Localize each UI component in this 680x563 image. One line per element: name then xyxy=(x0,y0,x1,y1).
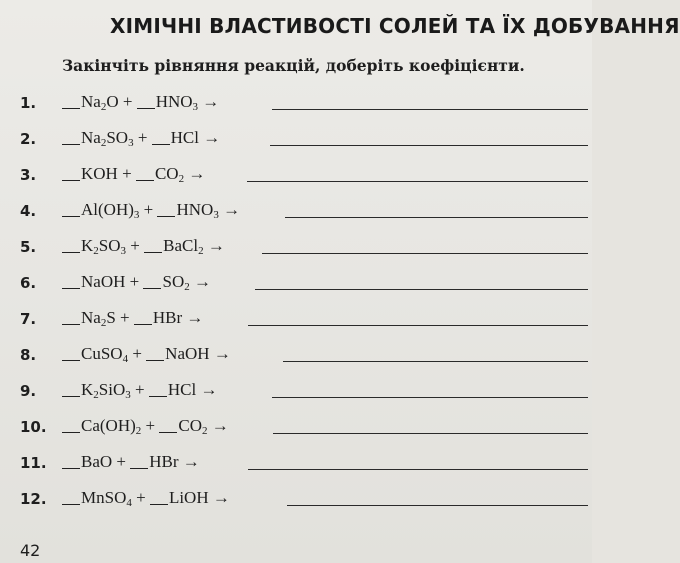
equation-row xyxy=(0,380,592,410)
formula-text: LiOH xyxy=(168,488,209,507)
page-title: ХІМІЧНІ ВЛАСТИВОСТІ СОЛЕЙ ТА ЇХ ДОБУВАННЯ xyxy=(110,14,680,38)
formula xyxy=(81,128,134,147)
formula xyxy=(165,344,209,363)
coefficient-blank[interactable] xyxy=(62,200,80,217)
formula xyxy=(169,488,209,507)
equation-row xyxy=(0,488,592,518)
equation-text xyxy=(62,416,229,437)
plus-sign: + xyxy=(133,128,152,147)
reaction-arrow: → xyxy=(178,452,200,471)
formula-subscript: 2 xyxy=(198,245,204,257)
equation-text xyxy=(62,164,205,185)
coefficient-blank[interactable] xyxy=(157,200,175,217)
formula-text: Na xyxy=(81,128,101,147)
formula-subscript: 2 xyxy=(93,389,99,401)
formula xyxy=(163,236,203,255)
coefficient-blank[interactable] xyxy=(136,164,154,181)
equation-text xyxy=(62,452,200,472)
coefficient-blank[interactable] xyxy=(62,488,80,505)
plus-sign: + xyxy=(131,488,150,507)
answer-line[interactable] xyxy=(283,361,588,362)
equation-number: 11. xyxy=(20,454,47,472)
answer-line[interactable] xyxy=(272,397,588,398)
formula-text: O xyxy=(106,92,119,111)
formula-text: SO xyxy=(98,236,121,255)
formula-text: SiO xyxy=(98,380,126,399)
equation-row xyxy=(0,92,592,122)
coefficient-blank[interactable] xyxy=(62,164,80,181)
equation-text xyxy=(62,488,230,509)
coefficient-blank[interactable] xyxy=(146,344,164,361)
plus-sign: + xyxy=(118,92,137,111)
formula-text: BaO xyxy=(81,452,113,471)
formula-subscript: 2 xyxy=(93,245,99,257)
formula-subscript: 3 xyxy=(213,209,219,221)
reaction-arrow: → xyxy=(182,308,204,327)
coefficient-blank[interactable] xyxy=(143,272,161,289)
equation-row xyxy=(0,344,592,374)
formula-subscript: 4 xyxy=(126,497,132,509)
equation-text xyxy=(62,92,219,113)
formula-text: SO xyxy=(106,128,129,147)
formula-subscript: 3 xyxy=(133,209,140,221)
formula-subscript: 4 xyxy=(122,353,129,365)
formula xyxy=(81,200,139,219)
equation-number: 4. xyxy=(20,202,37,220)
coefficient-blank[interactable] xyxy=(150,488,168,505)
coefficient-blank[interactable] xyxy=(149,380,167,397)
coefficient-blank[interactable] xyxy=(62,416,80,433)
coefficient-blank[interactable] xyxy=(144,236,162,253)
coefficient-blank[interactable] xyxy=(159,416,177,433)
formula-text: Na xyxy=(81,92,101,111)
equation-row xyxy=(0,236,592,266)
reaction-arrow: → xyxy=(218,200,241,219)
formula-text: HBr xyxy=(149,452,179,471)
equation-number: 7. xyxy=(20,310,37,328)
coefficient-blank[interactable] xyxy=(134,308,152,325)
formula-text: SO xyxy=(162,272,185,291)
plus-sign: + xyxy=(126,236,145,255)
coefficient-blank[interactable] xyxy=(62,272,80,289)
reaction-arrow: → xyxy=(184,164,206,183)
formula-text: Ca(OH) xyxy=(81,416,136,435)
equation-text xyxy=(62,308,203,329)
equation-number: 5. xyxy=(20,238,37,256)
formula-text: BaCl xyxy=(163,236,199,255)
reaction-arrow: → xyxy=(209,344,231,363)
instruction-text: Закінчіть рівняння реакцій, доберіть коефіцієнти. xyxy=(62,56,525,75)
formula-text: CO xyxy=(154,164,179,183)
coefficient-blank[interactable] xyxy=(130,452,148,469)
equation-text xyxy=(62,128,220,149)
answer-line[interactable] xyxy=(272,109,588,110)
equation-row xyxy=(0,308,592,338)
formula-text: NaOH xyxy=(81,272,126,291)
answer-line[interactable] xyxy=(247,181,588,182)
equation-text xyxy=(62,200,240,221)
page-number: 42 xyxy=(20,541,41,560)
formula xyxy=(81,164,118,183)
answer-line[interactable] xyxy=(287,505,588,506)
equation-number: 1. xyxy=(20,94,37,112)
equation-text xyxy=(62,344,231,365)
formula xyxy=(81,416,141,435)
formula xyxy=(81,92,119,111)
formula-text: K xyxy=(81,380,94,399)
formula-subscript: 2 xyxy=(100,317,107,329)
formula-text: HBr xyxy=(152,308,183,327)
reaction-arrow: → xyxy=(196,380,218,399)
formula xyxy=(178,416,207,435)
formula-text: NaOH xyxy=(165,344,210,363)
formula xyxy=(156,92,198,111)
reaction-arrow: → xyxy=(199,128,221,147)
formula-subscript: 2 xyxy=(135,425,142,437)
plus-sign: + xyxy=(128,344,147,363)
equation-text xyxy=(62,236,225,257)
equation-number: 6. xyxy=(20,274,37,292)
equation-number: 2. xyxy=(20,130,37,148)
coefficient-blank[interactable] xyxy=(62,92,80,109)
formula-subscript: 3 xyxy=(192,101,199,113)
formula xyxy=(149,452,178,471)
formula xyxy=(81,380,131,399)
formula xyxy=(171,128,199,147)
formula xyxy=(81,452,112,471)
reaction-arrow: → xyxy=(189,272,211,291)
formula-text: HCl xyxy=(167,380,197,399)
coefficient-blank[interactable] xyxy=(62,452,80,469)
formula xyxy=(81,488,132,507)
equation-number: 12. xyxy=(20,490,47,508)
equation-text xyxy=(62,380,217,401)
answer-line[interactable] xyxy=(285,217,588,218)
coefficient-blank[interactable] xyxy=(62,128,80,145)
formula-subscript: 2 xyxy=(100,137,107,149)
formula xyxy=(155,164,184,183)
equation-number: 3. xyxy=(20,166,37,184)
coefficient-blank[interactable] xyxy=(62,380,80,397)
answer-line[interactable] xyxy=(262,253,588,254)
formula-text: K xyxy=(81,236,94,255)
formula-text: CuSO xyxy=(81,344,123,363)
formula xyxy=(153,308,182,327)
formula xyxy=(81,272,125,291)
formula xyxy=(81,344,128,363)
formula-subscript: 3 xyxy=(128,137,134,149)
equation-number: 9. xyxy=(20,382,37,400)
formula xyxy=(168,380,196,399)
equation-number: 10. xyxy=(20,418,47,436)
equation-row xyxy=(0,200,592,230)
coefficient-blank[interactable] xyxy=(152,128,170,145)
equation-text xyxy=(62,272,211,293)
answer-line[interactable] xyxy=(248,325,588,326)
formula-text: MnSO xyxy=(81,488,127,507)
reaction-arrow: → xyxy=(208,488,230,507)
formula-subscript: 2 xyxy=(178,173,185,185)
formula xyxy=(81,308,116,327)
formula-text: CO xyxy=(178,416,202,435)
equation-row xyxy=(0,416,592,446)
plus-sign: + xyxy=(139,200,158,219)
answer-line[interactable] xyxy=(248,469,588,470)
reaction-arrow: → xyxy=(203,236,225,255)
formula xyxy=(176,200,218,219)
answer-line[interactable] xyxy=(270,145,588,146)
formula-text: Na xyxy=(81,308,101,327)
formula-text: HNO xyxy=(176,200,214,219)
plus-sign: + xyxy=(117,164,136,183)
plus-sign: + xyxy=(141,416,160,435)
equation-row xyxy=(0,164,592,194)
answer-line[interactable] xyxy=(273,433,588,434)
equation-row xyxy=(0,128,592,158)
reaction-arrow: → xyxy=(198,92,220,111)
plus-sign: + xyxy=(115,308,134,327)
formula-text: HNO xyxy=(155,92,193,111)
formula-text: S xyxy=(106,308,116,327)
formula xyxy=(81,236,126,255)
formula-text: HCl xyxy=(170,128,199,147)
equation-number: 8. xyxy=(20,346,37,364)
coefficient-blank[interactable] xyxy=(62,236,80,253)
formula-subscript: 3 xyxy=(125,389,131,401)
coefficient-blank[interactable] xyxy=(62,344,80,361)
equation-row xyxy=(0,272,592,302)
formula-subscript: 2 xyxy=(201,425,208,437)
formula xyxy=(162,272,189,291)
coefficient-blank[interactable] xyxy=(137,92,155,109)
formula-subscript: 2 xyxy=(184,281,190,293)
formula-subscript: 2 xyxy=(100,101,107,113)
formula-subscript: 3 xyxy=(120,245,127,257)
formula-text: Al(OH) xyxy=(81,200,134,219)
formula-text: KOH xyxy=(81,164,118,183)
equation-row xyxy=(0,452,592,482)
coefficient-blank[interactable] xyxy=(62,308,80,325)
plus-sign: + xyxy=(112,452,131,471)
plus-sign: + xyxy=(125,272,144,291)
plus-sign: + xyxy=(130,380,149,399)
answer-line[interactable] xyxy=(255,289,588,290)
reaction-arrow: → xyxy=(207,416,229,435)
